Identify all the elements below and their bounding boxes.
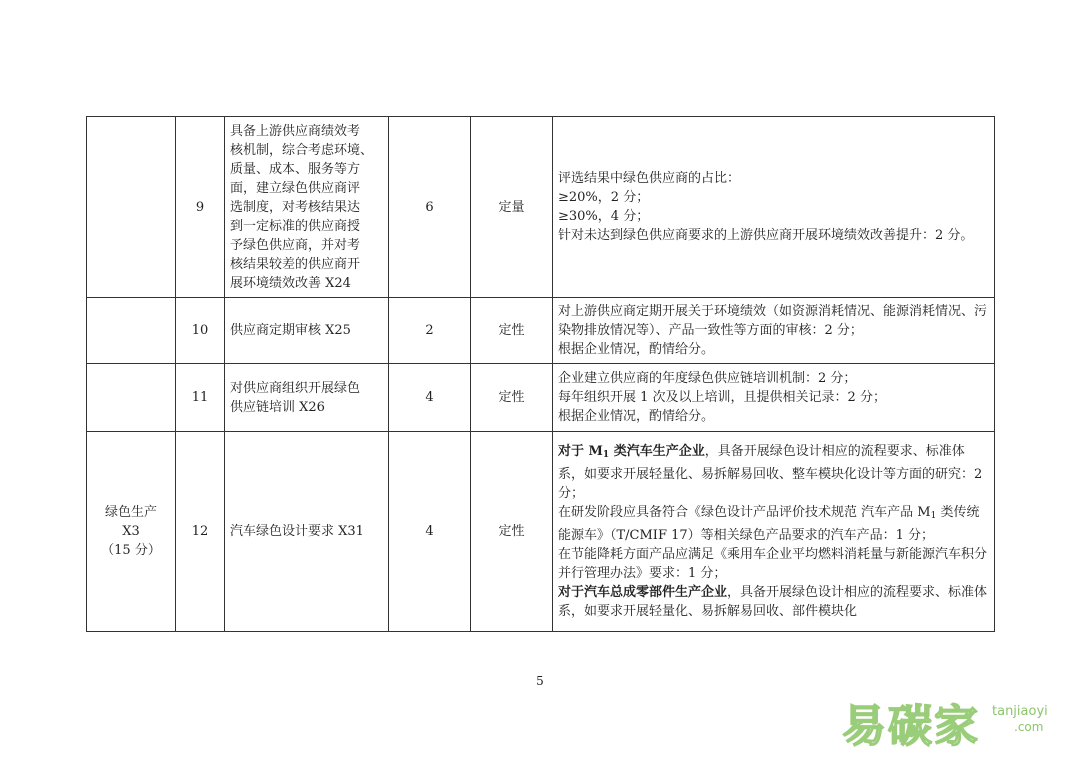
criteria-m1-subscript: 1: [602, 450, 610, 460]
score-cell: 6: [389, 117, 471, 298]
indicator-line: 到一定标准的供应商授: [230, 218, 361, 234]
criteria-cell: [553, 364, 995, 432]
row-number: 9: [176, 117, 225, 298]
watermark-domain: .com: [1014, 720, 1044, 734]
criteria-parts-heading: 对于汽车总成零部件生产企业: [558, 585, 728, 600]
criteria-parts-text: ，具备开展绿色设计相应的流程要求、标准体系，如要求开展轻量化、易拆解易回收、部件模块化: [558, 585, 988, 619]
section-cell-empty: [87, 298, 176, 364]
table-row: [87, 298, 995, 364]
section-cell-empty: [87, 117, 176, 298]
criteria-line: 针对未达到绿色供应商要求的上游供应商开展环境绩效改善提升：2 分。: [558, 228, 974, 243]
criteria-line: 每年组织开展 1 次及以上培训，且提供相关记录：2 分；: [558, 390, 886, 405]
watermark-en: tanjiaoyi: [992, 704, 1048, 719]
indicator-line: 选制度，对考核结果达: [230, 199, 361, 215]
criteria-m1-b-para: [558, 503, 989, 545]
indicator-line: 核机制，综合考虑环境、: [230, 142, 374, 158]
criteria-m1-heading: [558, 444, 705, 459]
row-number: 10: [176, 298, 225, 364]
criteria-m1-b-subscript: 1: [930, 511, 937, 521]
indicator-line: 汽车绿色设计要求 X31: [230, 524, 364, 539]
indicator-line: 具备上游供应商绩效考: [230, 123, 361, 139]
watermark-logo: [842, 690, 1072, 754]
type-cell: 定性: [471, 432, 553, 632]
criteria-cell: [553, 432, 995, 632]
indicator-cell: [225, 364, 389, 432]
criteria-m1-prefix: 对于 M: [558, 444, 603, 459]
table-row: [87, 117, 995, 298]
section-cell: [87, 432, 176, 632]
score-cell: 4: [389, 432, 471, 632]
score-cell: 2: [389, 298, 471, 364]
row-number: 12: [176, 432, 225, 632]
table-row: [87, 432, 995, 632]
indicator-line: 核结果较差的供应商开: [230, 256, 361, 272]
page-number: 5: [536, 674, 544, 688]
indicator-line: 予绿色供应商，并对考: [230, 237, 361, 253]
criteria-line: 对上游供应商定期开展关于环境绩效（如资源消耗情况、能源消耗情况、污染物排放情况等）、产品一致性等方面的审核：2 分；: [558, 304, 988, 338]
criteria-m1-suffix: 类汽车生产企业: [609, 444, 705, 459]
criteria-line: ≥30%，4 分；: [558, 209, 650, 224]
indicator-cell: [225, 117, 389, 298]
criteria-cell: [553, 117, 995, 298]
criteria-cell: [553, 298, 995, 364]
criteria-m1-b-pre: 在研发阶段应具备符合《绿色设计产品评价技术规范 汽车产品 M: [558, 505, 931, 520]
criteria-line: 企业建立供应商的年度绿色供应链培训机制：2 分；: [558, 371, 857, 386]
score-cell: 4: [389, 364, 471, 432]
type-cell: 定性: [471, 298, 553, 364]
type-cell: 定量: [471, 117, 553, 298]
indicator-line: 对供应商组织开展绿色: [230, 380, 361, 396]
type-cell: 定性: [471, 364, 553, 432]
criteria-m1-text: ，具备开展绿色设计相应的流程要求、标准体系，如要求开展轻量化、易拆解易回收、整车模块化设计等方面的研究：2 分；: [558, 444, 983, 501]
indicator-line: 质量、成本、服务等方: [230, 161, 361, 177]
criteria-line: 根据企业情况，酌情给分。: [558, 342, 715, 357]
criteria-line: 根据企业情况，酌情给分。: [558, 409, 715, 424]
evaluation-table: [86, 116, 995, 632]
indicator-line: 展环境绩效改善 X24: [230, 275, 351, 291]
criteria-line: ≥20%，2 分；: [558, 190, 650, 205]
section-code: X3: [122, 524, 140, 539]
table-row: [87, 364, 995, 432]
indicator-line: 面，建立绿色供应商评: [230, 180, 361, 196]
indicator-line: 供应链培训 X26: [230, 399, 325, 415]
criteria-line: 评选结果中绿色供应商的占比：: [558, 171, 741, 186]
indicator-cell: [225, 432, 389, 632]
criteria-m1-para: [558, 442, 989, 503]
criteria-parts-para: [558, 583, 989, 621]
criteria-m1-b-post: 类传统能源车》（T/CMIF 17）等相关绿色产品要求的汽车产品：1 分；: [558, 505, 980, 543]
indicator-cell: [225, 298, 389, 364]
indicator-line: 供应商定期审核 X25: [230, 323, 351, 338]
section-cell-empty: [87, 364, 176, 432]
row-number: 11: [176, 364, 225, 432]
watermark-cn: 易碳家: [842, 701, 980, 752]
section-points: （15 分）: [101, 543, 161, 558]
criteria-m1-c-para: 在节能降耗方面产品应满足《乘用车企业平均燃料消耗量与新能源汽车积分并行管理办法》要求：1 分；: [558, 547, 988, 581]
section-name: 绿色生产: [104, 505, 157, 520]
